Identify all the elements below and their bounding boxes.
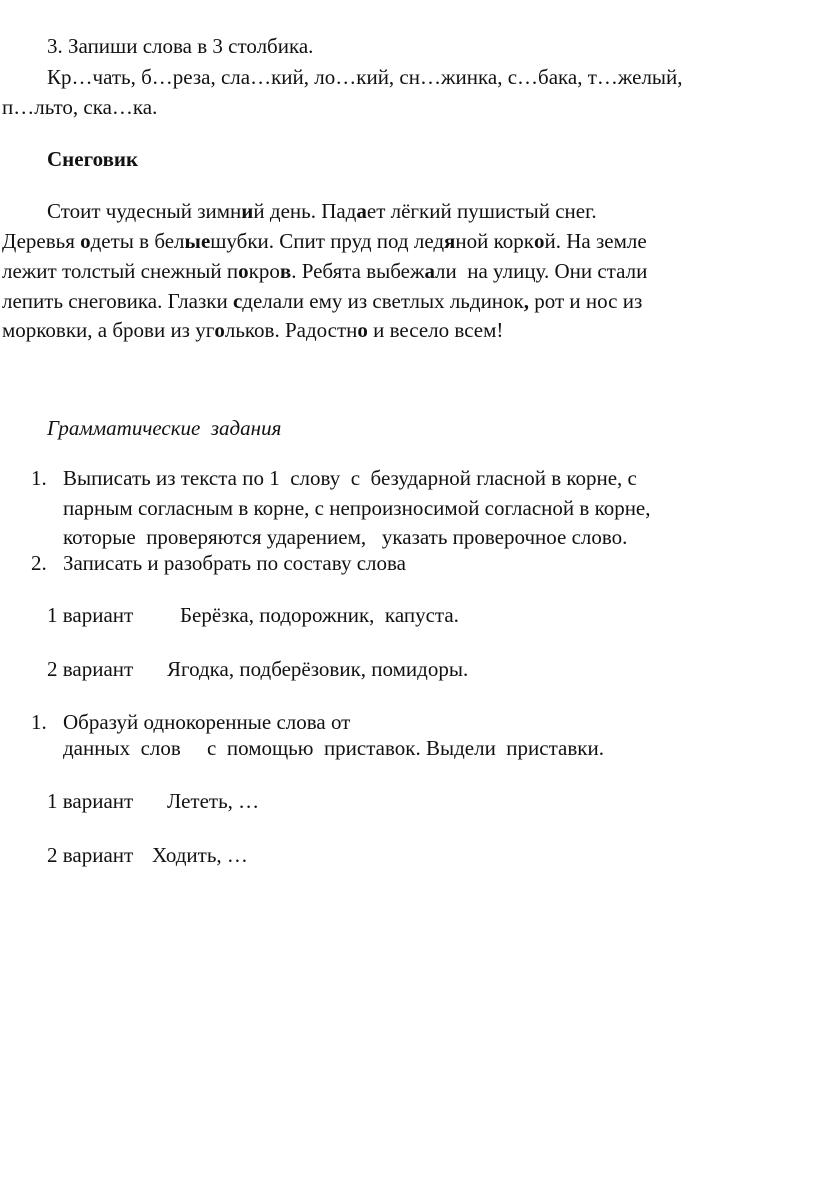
text-segment: рот и нос из bbox=[529, 289, 643, 313]
variant-1-label: 1 вариант bbox=[47, 603, 134, 627]
grammar-item-3-number: 1. bbox=[31, 710, 47, 734]
variant-2-words: Ягодка, подберёзовик, помидоры. bbox=[167, 657, 469, 681]
highlighted-letter: а bbox=[356, 199, 367, 223]
highlighted-letter: о bbox=[80, 229, 91, 253]
text-segment: лепить снеговика. Глазки bbox=[2, 289, 233, 313]
text-segment: и весело всем! bbox=[367, 318, 504, 342]
text-segment: ной корк bbox=[455, 229, 534, 253]
variant-1-words: Берёзка, подорожник, капуста. bbox=[180, 603, 459, 627]
grammar-item-3-line-1: Образуй однокоренные слова от bbox=[63, 710, 351, 734]
highlighted-letter: о bbox=[238, 259, 249, 283]
grammar-item-3-line-2: данных слов с помощью приставок. Выдели приставки. bbox=[63, 736, 604, 760]
variant-4-words: Ходить, … bbox=[152, 843, 248, 867]
highlighted-letter: с bbox=[232, 289, 243, 313]
highlighted-letter: в bbox=[279, 259, 292, 283]
grammar-item-1-line-1: Выписать из текста по 1 слову с безударной гласной в корне, с bbox=[63, 466, 637, 490]
highlighted-letter: о bbox=[534, 229, 545, 253]
highlighted-letter: я bbox=[444, 229, 456, 253]
grammar-heading: Грамматические задания bbox=[47, 416, 282, 440]
task3-heading: 3. Запиши слова в 3 столбика. bbox=[47, 34, 314, 58]
variant-3-label: 1 вариант bbox=[47, 789, 134, 813]
grammar-item-2-number: 2. bbox=[31, 551, 47, 575]
dictation-line bbox=[2, 231, 647, 252]
dictation-title: Снеговик bbox=[47, 147, 139, 171]
text-segment: деты в бел bbox=[90, 229, 185, 253]
text-segment: ет лёгкий пушистый снег. bbox=[366, 199, 597, 223]
dictation-line bbox=[2, 291, 642, 312]
dictation-line bbox=[2, 261, 647, 282]
text-segment: Стоит чудесный зимн bbox=[47, 199, 242, 223]
text-segment: льков. Радостн bbox=[224, 318, 358, 342]
grammar-item-1-line-3: которые проверяются ударением, указать проверочное слово. bbox=[63, 525, 628, 549]
text-segment: ли на улицу. Они стали bbox=[435, 259, 648, 283]
highlighted-letter: , bbox=[523, 289, 529, 313]
text-segment: . Ребята выбеж bbox=[291, 259, 425, 283]
text-segment: кро bbox=[248, 259, 280, 283]
text-segment: й день. Пад bbox=[253, 199, 357, 223]
highlighted-letter: а bbox=[424, 259, 435, 283]
grammar-item-1-line-2: парным согласным в корне, с непроизносимой согласной в корне, bbox=[63, 496, 651, 520]
variant-2-label: 2 вариант bbox=[47, 657, 134, 681]
dictation-line bbox=[2, 320, 503, 341]
highlighted-letter: о bbox=[214, 318, 225, 342]
task3-words-line-1: Кр…чать, б…реза, сла…кий, ло…кий, сн…жинка, с…бака, т…желый, bbox=[47, 65, 683, 89]
dictation-line bbox=[47, 201, 597, 222]
highlighted-letter: ые bbox=[184, 229, 211, 253]
variant-3-words: Лететь, … bbox=[167, 789, 260, 813]
highlighted-letter: о bbox=[357, 318, 368, 342]
grammar-item-2-text: Записать и разобрать по составу слова bbox=[63, 551, 406, 575]
text-segment: делали ему из светлых льдинок bbox=[242, 289, 524, 313]
text-segment: морковки, а брови из уг bbox=[2, 318, 215, 342]
text-segment: Деревья bbox=[2, 229, 81, 253]
variant-4-label: 2 вариант bbox=[47, 843, 134, 867]
text-segment: шубки. Спит пруд под лед bbox=[210, 229, 445, 253]
text-segment: лежит толстый снежный п bbox=[2, 259, 239, 283]
task3-words-line-2: п…льто, ска…ка. bbox=[2, 95, 158, 119]
text-segment: й. На земле bbox=[544, 229, 647, 253]
grammar-item-1-number: 1. bbox=[31, 466, 47, 490]
highlighted-letter: и bbox=[241, 199, 254, 223]
